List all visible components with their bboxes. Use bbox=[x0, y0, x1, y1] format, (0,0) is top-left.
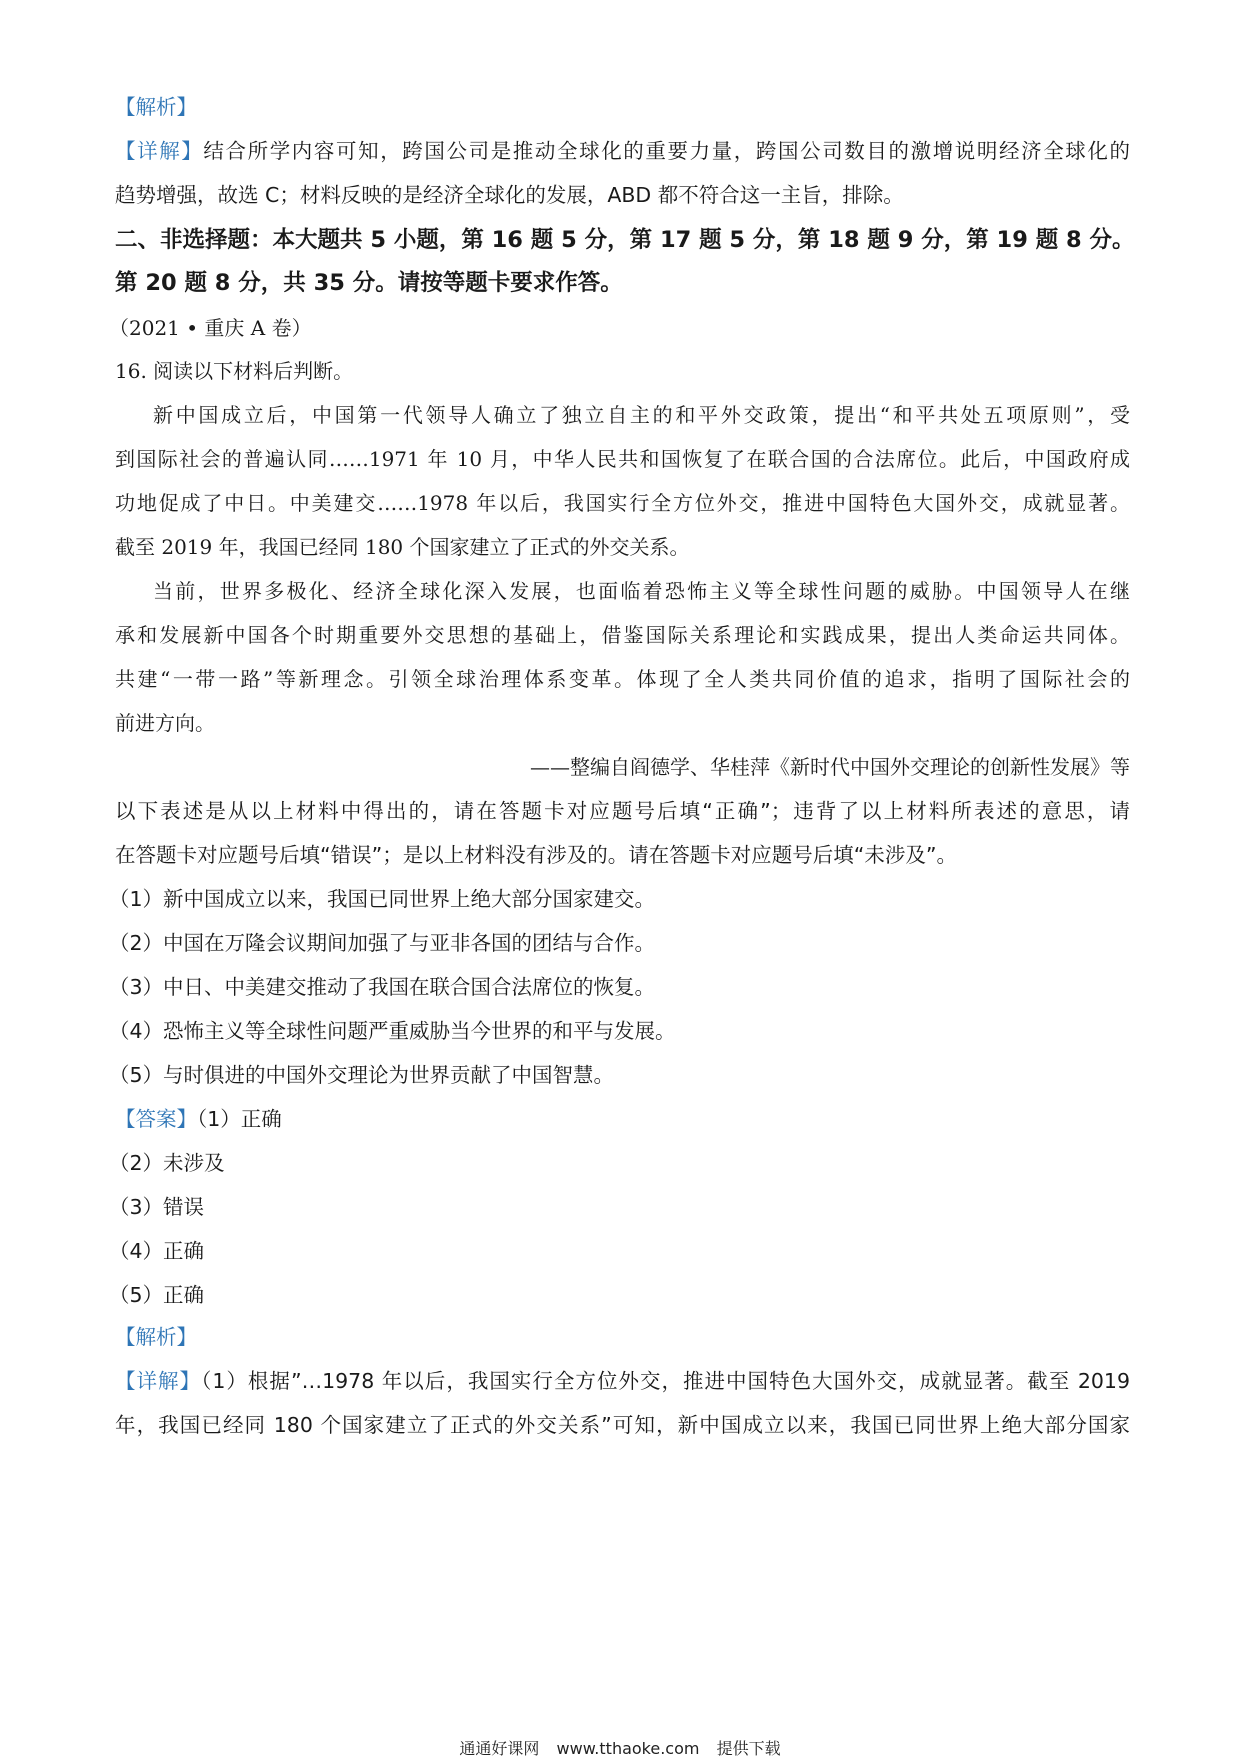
statement-item: （1）新中国成立以来，我国已同世界上绝大部分国家建交。 bbox=[109, 887, 656, 911]
answer-line bbox=[115, 1104, 282, 1134]
material-line: 功地促成了中日。中美建交……1978 年以后，我国实行全方位外交，推进中国特色大国外交，成就显著。 bbox=[115, 491, 1130, 515]
detail-text: （1）根据”…1978 年以后，我国实行全方位外交，推进中国特色大国外交，成就显著。截至 2019 bbox=[201, 1369, 1131, 1393]
footer-note: 提供下载 bbox=[716, 1739, 781, 1758]
material-line: 前进方向。 bbox=[115, 711, 215, 735]
detail-line bbox=[115, 1366, 1130, 1396]
answer-item: （1）正确 bbox=[197, 1107, 282, 1131]
statement-item: （5）与时俱进的中国外交理论为世界贡献了中国智慧。 bbox=[109, 1063, 615, 1087]
question-stem: 16. 阅读以下材料后判断。 bbox=[115, 359, 354, 383]
detail-line bbox=[115, 136, 1130, 166]
statement-item: （4）恐怖主义等全球性问题严重威胁当今世界的和平与发展。 bbox=[109, 1019, 676, 1043]
analysis-tag: 【解析】 bbox=[115, 1325, 197, 1349]
material-line: 截至 2019 年，我国已经同 180 个国家建立了正式的外交关系。 bbox=[115, 535, 690, 559]
answer-item: （4）正确 bbox=[109, 1239, 205, 1263]
statement-item: （2）中国在万隆会议期间加强了与亚非各国的团结与合作。 bbox=[109, 931, 656, 955]
statement-item: （3）中日、中美建交推动了我国在联合国合法席位的恢复。 bbox=[109, 975, 656, 999]
instruction-line: 在答题卡对应题号后填“错误”；是以上材料没有涉及的。请在答题卡对应题号后填“未涉及”。 bbox=[115, 843, 957, 867]
footer-url[interactable]: www.tthaoke.com bbox=[556, 1739, 700, 1758]
footer-site: 通通好课网 bbox=[459, 1739, 540, 1758]
detail-line: 趋势增强，故选 C；材料反映的是经济全球化的发展，ABD 都不符合这一主旨，排除。 bbox=[115, 183, 904, 207]
detail-tag: 【详解】 bbox=[115, 139, 204, 163]
section-heading: 第 20 题 8 分，共 35 分。请按等题卡要求作答。 bbox=[115, 270, 623, 296]
instruction-line: 以下表述是从以上材料中得出的，请在答题卡对应题号后填“正确”；违背了以上材料所表述的意思，请 bbox=[115, 799, 1130, 823]
detail-text: 结合所学内容可知，跨国公司是推动全球化的重要力量，跨国公司数目的激增说明经济全球化的 bbox=[203, 139, 1131, 163]
material-line: 共建“一带一路”等新理念。引领全球治理体系变革。体现了全人类共同价值的追求，指明了国际社会的 bbox=[115, 667, 1130, 691]
page-footer bbox=[0, 1736, 1240, 1759]
material-line: 新中国成立后，中国第一代领导人确立了独立自主的和平外交政策，提出“和平共处五项原则”，受 bbox=[153, 403, 1130, 427]
answer-item: （5）正确 bbox=[109, 1283, 205, 1307]
source-tag: （2021 • 重庆 A 卷） bbox=[109, 316, 312, 340]
answer-item: （3）错误 bbox=[109, 1195, 205, 1219]
material-line: 到国际社会的普遍认同……1971 年 10 月，中华人民共和国恢复了在联合国的合法席位。此后，中国政府成 bbox=[115, 447, 1130, 471]
answer-tag: 【答案】 bbox=[115, 1107, 197, 1131]
material-line: 承和发展新中国各个时期重要外交思想的基础上，借鉴国际关系理论和实践成果，提出人类命运共同体。 bbox=[115, 623, 1130, 647]
detail-tag: 【详解】 bbox=[115, 1369, 202, 1393]
section-heading: 二、非选择题：本大题共 5 小题，第 16 题 5 分，第 17 题 5 分，第 18 题 9 分，第 19 题 8 分。 bbox=[115, 227, 1135, 253]
analysis-tag: 【解析】 bbox=[115, 95, 197, 119]
material-line: 当前，世界多极化、经济全球化深入发展，也面临着恐怖主义等全球性问题的威胁。中国领导人在继 bbox=[153, 579, 1130, 603]
answer-item: （2）未涉及 bbox=[109, 1151, 225, 1175]
material-citation: ——整编自阎德学、华桂萍《新时代中国外交理论的创新性发展》等 bbox=[530, 755, 1130, 779]
detail-line: 年，我国已经同 180 个国家建立了正式的外交关系”可知，新中国成立以来，我国已同世界上绝大部分国家 bbox=[115, 1413, 1130, 1437]
